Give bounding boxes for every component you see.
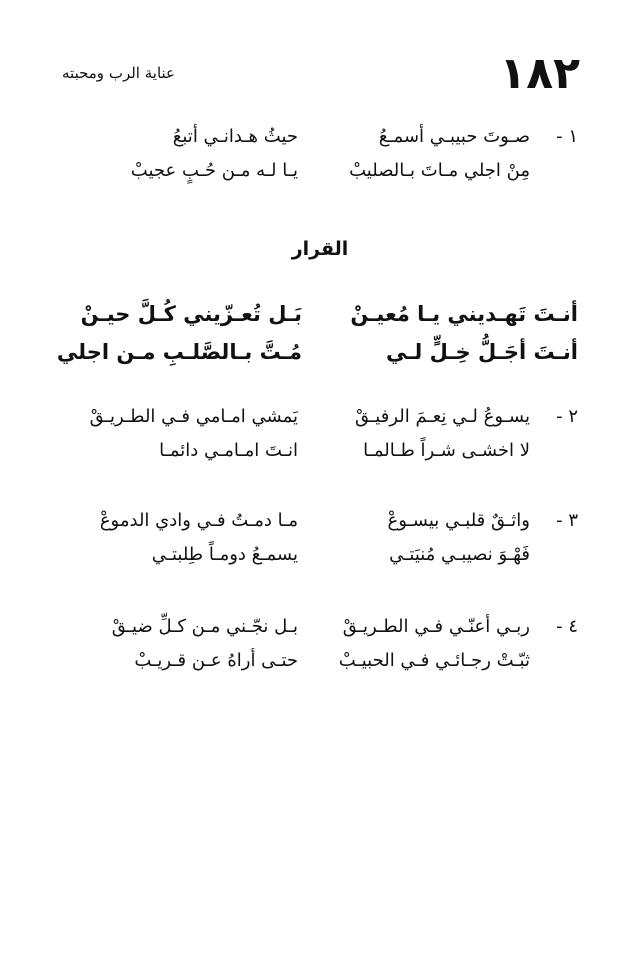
hemistich-right: فَهْـوَ نصيبـي مُنيَتـي: [389, 544, 530, 565]
verse-1: [62, 126, 578, 194]
page-number: ١٨٢: [499, 48, 580, 99]
hemistich-right: ربـي أعنّـي فـي الطـريـقْ: [342, 616, 530, 637]
verse-3: [62, 510, 578, 578]
hemistich-right: واثـقٌ قلبـي بيسـوعْ: [387, 510, 530, 531]
hemistich-right: مِنْ اجلي مـاتَ بـالصليبْ: [349, 160, 530, 181]
hemistich-left: حيثُ هـدانـي أتبعُ: [172, 126, 298, 147]
verse-3-line-1: [62, 510, 578, 544]
hemistich-left: مـا دمـتُ فـي وادي الدموعْ: [99, 510, 298, 531]
refrain-line-1: [62, 302, 578, 340]
hemistich-left: انـتَ امـامـي دائمـا: [159, 440, 298, 461]
verse-number: ٤ -: [556, 616, 578, 637]
hemistich-left: حتـى أراهُ عـن قـريـبْ: [134, 650, 298, 671]
hemistich-left: يسمـعُ دومـاً طِلبتـي: [151, 544, 298, 565]
running-header: عناية الرب ومحبته: [62, 64, 175, 82]
refrain-title: القرار: [291, 238, 349, 260]
verse-number: ١ -: [556, 126, 578, 147]
verse-3-line-2: [62, 544, 578, 578]
hemistich-left: يَمشي امـامي فـي الطـريـقْ: [89, 406, 298, 427]
hemistich-right: لا اخشـى شـراً طـالمـا: [363, 440, 530, 461]
verse-1-line-1: [62, 126, 578, 160]
hemistich-right: صـوتَ حبيبـي أسمـعُ: [378, 126, 530, 147]
hemistich-right: أنـتَ تَهـديني يـا مُعيـنْ: [350, 302, 578, 326]
refrain: [56, 302, 578, 378]
verse-1-line-2: [62, 160, 578, 194]
hemistich-left: مُـتَّ بـالصَّلـبِ مـن اجلي: [56, 340, 302, 364]
verse-4: [62, 616, 578, 684]
hemistich-left: بَـل تُعـزّيني كُـلَّ حيـنْ: [80, 302, 302, 326]
verse-2-line-1: [62, 406, 578, 440]
verse-2-line-2: [62, 440, 578, 474]
refrain-line-2: [56, 340, 578, 378]
hemistich-left: يـا لـه مـن حُـبٍ عجيبْ: [130, 160, 298, 181]
verse-number: ٣ -: [556, 510, 578, 531]
hemistich-right: أنـتَ أجَـلُّ خِـلٍّ لـي: [385, 340, 578, 364]
verse-4-line-1: [62, 616, 578, 650]
verse-number: ٢ -: [556, 406, 578, 427]
hemistich-right: ثبّـتْ رجـائـي فـي الحبيـبْ: [338, 650, 530, 671]
hemistich-right: يسـوعُ لـي نِعـمَ الرفيـقْ: [355, 406, 530, 427]
verse-4-line-2: [62, 650, 578, 684]
verse-2: [62, 406, 578, 474]
hemistich-left: بـل نجّـني مـن كـلِّ ضيـقْ: [111, 616, 298, 637]
